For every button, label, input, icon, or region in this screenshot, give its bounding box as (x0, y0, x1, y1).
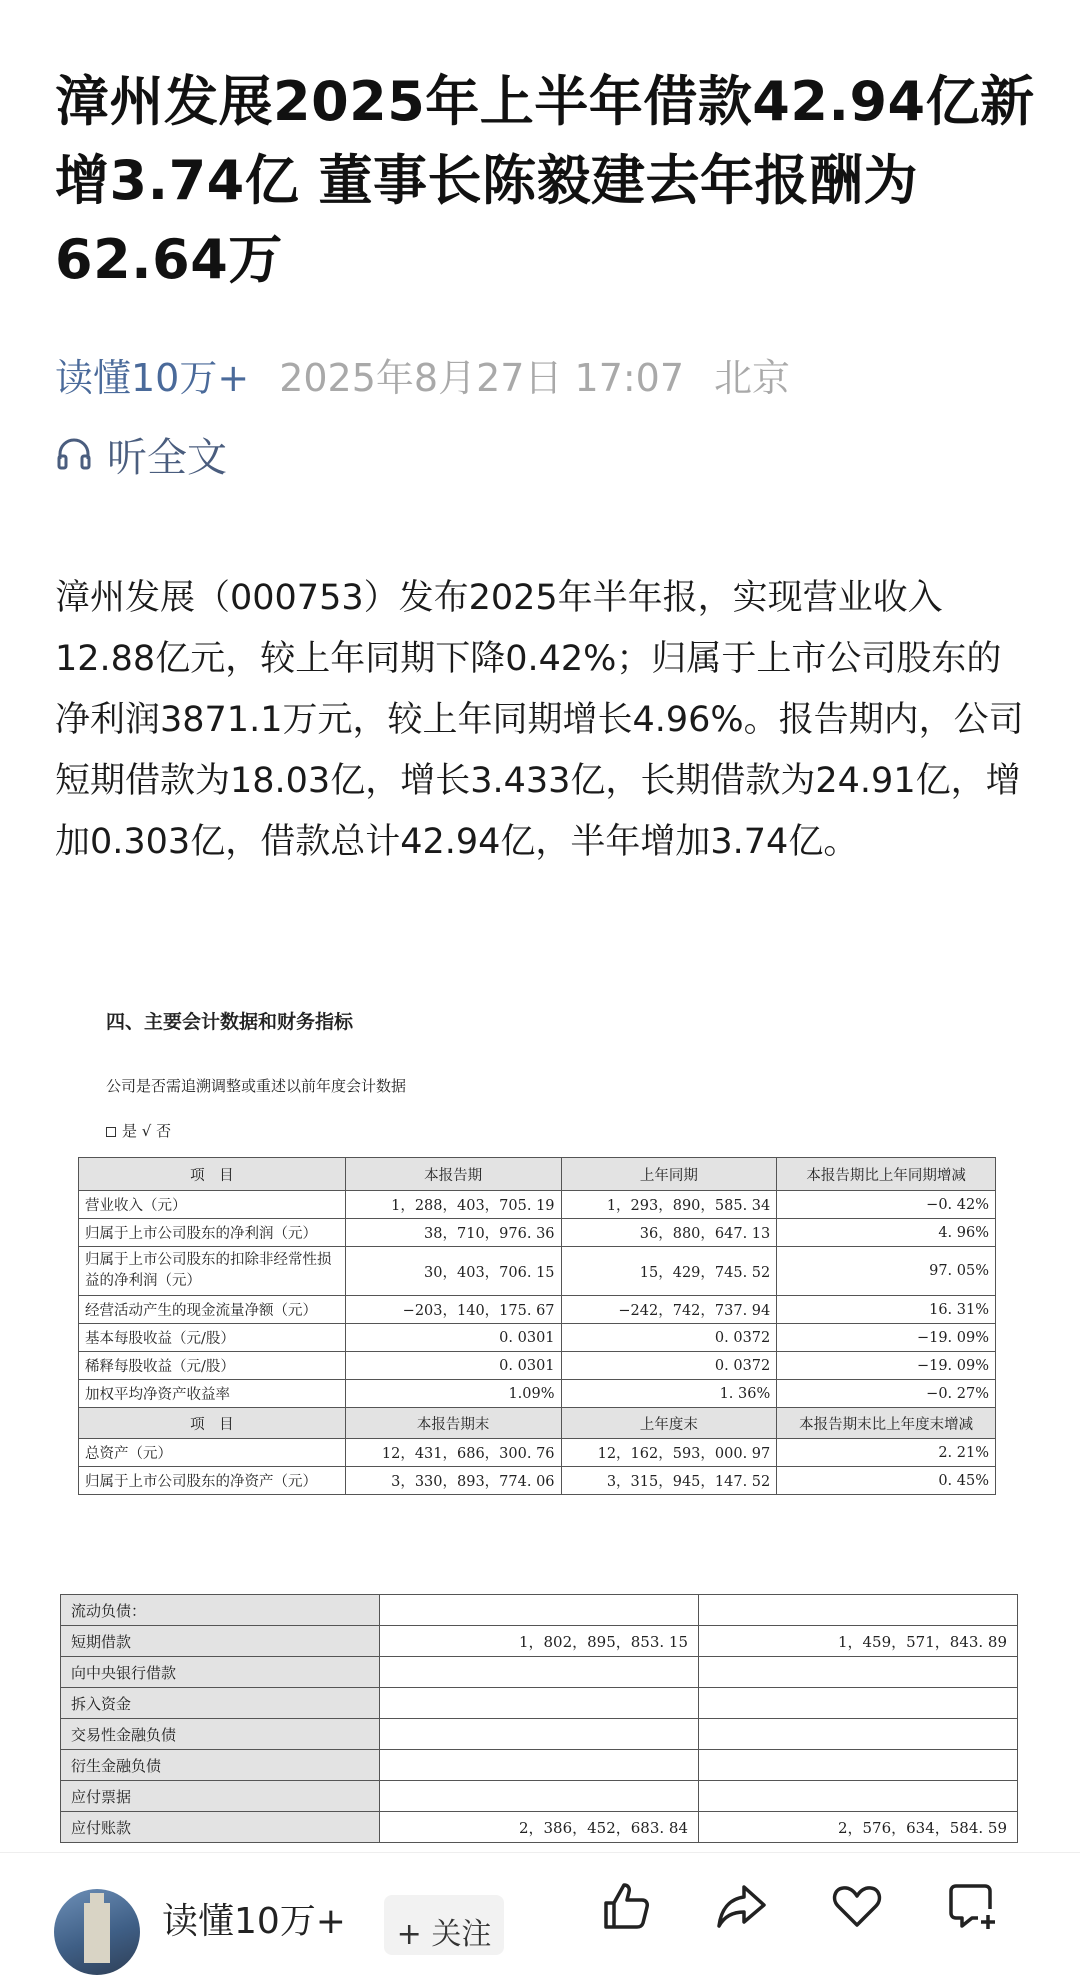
table-cell (380, 1688, 699, 1719)
table-row (79, 1219, 996, 1247)
table-cell: 12，162，593，000. 97 (561, 1439, 777, 1467)
table-row (79, 1439, 996, 1467)
table-cell: 15，429，745. 52 (561, 1247, 777, 1296)
article-body: 漳州发展（000753）发布2025年半年报，实现营业收入12.88亿元，较上年同期下降0.42%；归属于上市公司股东的净利润3871.1万元，较上年同期增长4.96%。报告期内，公司短期借款为18.03亿，增长3.433亿，长期借款为24.91亿，增加0.303亿，借款总计42.94亿，半年增加3.74亿。 (55, 578, 1024, 862)
table-cell: 归属于上市公司股东的净利润（元） (79, 1219, 346, 1247)
report-question: 公司是否需追溯调整或重述以前年度会计数据 (106, 1077, 407, 1095)
table-row (61, 1657, 1018, 1688)
table-row (61, 1626, 1018, 1657)
table-cell: 0. 0372 (561, 1352, 777, 1380)
table-row (61, 1812, 1018, 1843)
financial-table (78, 1157, 996, 1495)
table-cell: 基本每股收益（元/股） (79, 1324, 346, 1352)
author-name[interactable]: 读懂10万+ (162, 1901, 346, 1942)
table-cell: 2. 21% (777, 1439, 996, 1467)
table-cell (380, 1657, 699, 1688)
table-header-row (79, 1408, 996, 1439)
article-meta (55, 346, 790, 402)
table-cell: 16. 31% (777, 1296, 996, 1324)
table-cell: 0. 0372 (561, 1324, 777, 1352)
table-header-cell: 本报告期末比上年度末增减 (777, 1408, 996, 1439)
table-cell: 1，288，403，705. 19 (345, 1191, 561, 1219)
table-cell: 3，330，893，774. 06 (345, 1467, 561, 1495)
article-title: 漳州发展2025年上半年借款42.94亿新增3.74亿 董事长陈毅建去年报酬为62.64万 (55, 70, 1035, 291)
table-header-cell: 本报告期 (345, 1158, 561, 1191)
table-cell: 3，315，945，147. 52 (561, 1467, 777, 1495)
table-cell: 1.09% (345, 1380, 561, 1408)
table-row (79, 1247, 996, 1296)
table-cell: 交易性金融负债 (61, 1719, 380, 1750)
avatar-tower (84, 1903, 110, 1963)
table-cell: −203，140，175. 67 (345, 1296, 561, 1324)
table-row (79, 1324, 996, 1352)
follow-button[interactable]: + 关注 (384, 1895, 504, 1955)
table-cell: 流动负债： (61, 1595, 380, 1626)
table-cell (380, 1781, 699, 1812)
liabilities-table (60, 1594, 1018, 1843)
bottom-action-bar (0, 1852, 1080, 1952)
table-cell: 归属于上市公司股东的净资产（元） (79, 1467, 346, 1495)
table-cell: 拆入资金 (61, 1688, 380, 1719)
thumbs-up-icon[interactable] (598, 1879, 652, 1933)
table-cell (699, 1688, 1018, 1719)
table-row (61, 1688, 1018, 1719)
publish-date: 2025年8月27日 17:07 (279, 355, 685, 400)
table-cell (380, 1595, 699, 1626)
comment-add-icon[interactable] (946, 1879, 1000, 1933)
table-header-cell: 项 目 (79, 1158, 346, 1191)
table-row (61, 1595, 1018, 1626)
report-option-text: 是 √ 否 (122, 1122, 172, 1140)
heart-icon[interactable] (830, 1879, 884, 1933)
table-cell: 1，802，895，853. 15 (380, 1626, 699, 1657)
table-cell: 0. 45% (777, 1467, 996, 1495)
table-cell: 2，386，452，683. 84 (380, 1812, 699, 1843)
table-cell (699, 1657, 1018, 1688)
table-cell (699, 1750, 1018, 1781)
share-icon[interactable] (714, 1879, 768, 1933)
table-cell: 应付票据 (61, 1781, 380, 1812)
report-image-liabilities (60, 1594, 1018, 1854)
table-cell: 0. 0301 (345, 1352, 561, 1380)
table-row (79, 1380, 996, 1408)
table-cell: 衍生金融负债 (61, 1750, 380, 1781)
table-row (79, 1352, 996, 1380)
table-row (61, 1719, 1018, 1750)
table-row (79, 1296, 996, 1324)
author-link[interactable]: 读懂10万+ (55, 355, 250, 400)
table-cell: 稀释每股收益（元/股） (79, 1352, 346, 1380)
table-cell (380, 1750, 699, 1781)
table-cell: 应付账款 (61, 1812, 380, 1843)
table-cell: 2，576，634，584. 59 (699, 1812, 1018, 1843)
report-image-financial-indicators (78, 995, 998, 1515)
avatar[interactable] (54, 1889, 140, 1975)
table-row (79, 1191, 996, 1219)
table-row (79, 1467, 996, 1495)
table-cell: −19. 09% (777, 1324, 996, 1352)
table-cell: 12，431，686，300. 76 (345, 1439, 561, 1467)
table-cell (699, 1719, 1018, 1750)
table-cell: −242，742，737. 94 (561, 1296, 777, 1324)
checkbox-icon (106, 1127, 116, 1137)
table-header-row (79, 1158, 996, 1191)
listen-button[interactable] (55, 424, 227, 484)
table-row (61, 1750, 1018, 1781)
table-cell: 加权平均净资产收益率 (79, 1380, 346, 1408)
table-header-cell: 项 目 (79, 1408, 346, 1439)
table-cell (699, 1781, 1018, 1812)
table-cell: 营业收入（元） (79, 1191, 346, 1219)
table-cell (699, 1595, 1018, 1626)
table-cell: 4. 96% (777, 1219, 996, 1247)
table-header-cell: 上年度末 (561, 1408, 777, 1439)
report-option (106, 1120, 171, 1141)
table-cell: 向中央银行借款 (61, 1657, 380, 1688)
table-header-cell: 上年同期 (561, 1158, 777, 1191)
listen-label: 听全文 (107, 434, 227, 481)
table-cell: 1，293，890，585. 34 (561, 1191, 777, 1219)
table-cell: 38，710，976. 36 (345, 1219, 561, 1247)
table-cell: 36，880，647. 13 (561, 1219, 777, 1247)
table-cell: −0. 27% (777, 1380, 996, 1408)
table-cell: −19. 09% (777, 1352, 996, 1380)
table-cell: 0. 0301 (345, 1324, 561, 1352)
table-cell: 短期借款 (61, 1626, 380, 1657)
table-header-cell: 本报告期末 (345, 1408, 561, 1439)
table-cell (380, 1719, 699, 1750)
table-cell: 1，459，571，843. 89 (699, 1626, 1018, 1657)
table-cell: 归属于上市公司股东的扣除非经常性损益的净利润（元） (79, 1247, 346, 1296)
report-section-title: 四、主要会计数据和财务指标 (106, 1011, 354, 1033)
table-cell: 1. 36% (561, 1380, 777, 1408)
table-cell: 97. 05% (777, 1247, 996, 1296)
table-cell: 总资产（元） (79, 1439, 346, 1467)
publish-location: 北京 (714, 355, 791, 400)
table-header-cell: 本报告期比上年同期增减 (777, 1158, 996, 1191)
table-cell: 经营活动产生的现金流量净额（元） (79, 1296, 346, 1324)
headphones-icon (55, 435, 93, 473)
table-cell: −0. 42% (777, 1191, 996, 1219)
table-cell: 30，403，706. 15 (345, 1247, 561, 1296)
table-row (61, 1781, 1018, 1812)
